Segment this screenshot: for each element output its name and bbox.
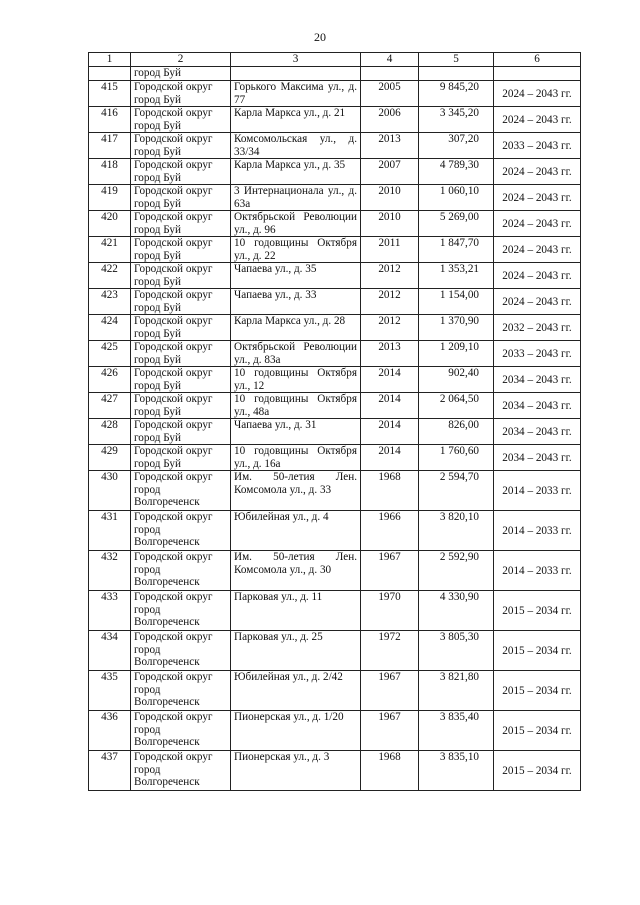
cell-address xyxy=(231,67,361,81)
cell-num: 432 xyxy=(89,551,131,591)
table-row xyxy=(89,511,581,551)
cell-address: 10 годовщины Октября ул., д. 16а xyxy=(231,445,361,471)
cell-num: 429 xyxy=(89,445,131,471)
cell-district: Городской округ город Волгореченск xyxy=(131,591,231,631)
cell-year: 2005 xyxy=(361,81,419,107)
cell-num: 420 xyxy=(89,211,131,237)
cell-period xyxy=(494,211,581,237)
table-row xyxy=(89,211,581,237)
cell-area: 4 330,90 xyxy=(419,591,494,631)
cell-district: Городской округ город Волгореченск xyxy=(131,551,231,591)
cell-area: 9 845,20 xyxy=(419,81,494,107)
registry-table xyxy=(88,52,581,791)
cell-address: Горького Максима ул., д. 77 xyxy=(231,81,361,107)
cell-address: Им. 50-летия Лен. Комсомола ул., д. 30 xyxy=(231,551,361,591)
cell-address: Юбилейная ул., д. 4 xyxy=(231,511,361,551)
cell-district: Городской округ город Буй xyxy=(131,367,231,393)
cell-period-text: 2015 – 2034 гг. xyxy=(502,684,572,697)
cell-district: Городской округ город Буй xyxy=(131,419,231,445)
cell-address: Чапаева ул., д. 33 xyxy=(231,289,361,315)
table-row xyxy=(89,471,581,511)
cell-area: 902,40 xyxy=(419,367,494,393)
cell-area xyxy=(419,67,494,81)
continuation-row xyxy=(89,67,581,81)
cell-period xyxy=(494,107,581,133)
cell-period-text: 2034 – 2043 гг. xyxy=(502,425,572,438)
header-row xyxy=(89,53,581,67)
cell-period xyxy=(494,751,581,791)
table-row xyxy=(89,393,581,419)
cell-address: Пионерская ул., д. 1/20 xyxy=(231,711,361,751)
cell-num: 423 xyxy=(89,289,131,315)
cell-period xyxy=(494,67,581,81)
cell-year: 2014 xyxy=(361,419,419,445)
cell-period-text: 2033 – 2043 гг. xyxy=(502,347,572,360)
cell-period-text: 2034 – 2043 гг. xyxy=(502,451,572,464)
cell-year: 2011 xyxy=(361,237,419,263)
cell-period xyxy=(494,419,581,445)
cell-area: 3 821,80 xyxy=(419,671,494,711)
column-header: 5 xyxy=(419,53,494,67)
cell-period-text: 2024 – 2043 гг. xyxy=(502,295,572,308)
cell-district: Городской округ город Буй xyxy=(131,133,231,159)
cell-district: Городской округ город Буй xyxy=(131,263,231,289)
cell-area: 1 370,90 xyxy=(419,315,494,341)
cell-district: Городской округ город Волгореченск xyxy=(131,631,231,671)
cell-num: 436 xyxy=(89,711,131,751)
cell-num: 435 xyxy=(89,671,131,711)
cell-area: 1 760,60 xyxy=(419,445,494,471)
table-row xyxy=(89,551,581,591)
cell-num: 416 xyxy=(89,107,131,133)
cell-year: 1967 xyxy=(361,711,419,751)
cell-period-text: 2015 – 2034 гг. xyxy=(502,724,572,737)
cell-period-text: 2024 – 2043 гг. xyxy=(502,165,572,178)
cell-area: 1 353,21 xyxy=(419,263,494,289)
cell-address: 10 годовщины Октября ул., 12 xyxy=(231,367,361,393)
cell-period-text: 2024 – 2043 гг. xyxy=(502,269,572,282)
cell-period-text: 2024 – 2043 гг. xyxy=(502,243,572,256)
cell-area: 3 835,10 xyxy=(419,751,494,791)
cell-year: 1966 xyxy=(361,511,419,551)
cell-num: 417 xyxy=(89,133,131,159)
cell-num: 434 xyxy=(89,631,131,671)
cell-year: 2014 xyxy=(361,393,419,419)
cell-address: 10 годовщины Октября ул., д. 22 xyxy=(231,237,361,263)
table-row xyxy=(89,133,581,159)
cell-area: 826,00 xyxy=(419,419,494,445)
cell-num: 418 xyxy=(89,159,131,185)
cell-num xyxy=(89,67,131,81)
cell-num: 437 xyxy=(89,751,131,791)
cell-period xyxy=(494,185,581,211)
cell-period-text: 2024 – 2043 гг. xyxy=(502,217,572,230)
cell-period-text: 2014 – 2033 гг. xyxy=(502,484,572,497)
cell-period-text: 2032 – 2043 гг. xyxy=(502,321,572,334)
cell-address: Комсомольская ул., д. 33/34 xyxy=(231,133,361,159)
cell-district: Городской округ город Волгореченск xyxy=(131,671,231,711)
cell-period-text: 2014 – 2033 гг. xyxy=(502,564,572,577)
cell-year: 1970 xyxy=(361,591,419,631)
cell-district: Городской округ город Волгореченск xyxy=(131,511,231,551)
cell-area: 5 269,00 xyxy=(419,211,494,237)
cell-year: 2013 xyxy=(361,341,419,367)
table-row xyxy=(89,631,581,671)
table-row xyxy=(89,315,581,341)
column-header: 6 xyxy=(494,53,581,67)
table-row xyxy=(89,107,581,133)
cell-area: 1 154,00 xyxy=(419,289,494,315)
cell-year: 2012 xyxy=(361,289,419,315)
cell-period-text: 2034 – 2043 гг. xyxy=(502,373,572,386)
cell-address: Юбилейная ул., д. 2/42 xyxy=(231,671,361,711)
cell-year: 1967 xyxy=(361,551,419,591)
cell-year xyxy=(361,67,419,81)
cell-period-text: 2015 – 2034 гг. xyxy=(502,604,572,617)
cell-period-text: 2015 – 2034 гг. xyxy=(502,644,572,657)
cell-district: Городской округ город Буй xyxy=(131,445,231,471)
cell-district: Городской округ город Буй xyxy=(131,341,231,367)
cell-area: 1 847,70 xyxy=(419,237,494,263)
cell-period xyxy=(494,471,581,511)
cell-period xyxy=(494,341,581,367)
cell-period-text: 2033 – 2043 гг. xyxy=(502,139,572,152)
cell-address: Парковая ул., д. 11 xyxy=(231,591,361,631)
cell-address: 10 годовщины Октября ул., 48а xyxy=(231,393,361,419)
cell-address: 3 Интернационала ул., д. 63а xyxy=(231,185,361,211)
cell-num: 431 xyxy=(89,511,131,551)
cell-address: Парковая ул., д. 25 xyxy=(231,631,361,671)
page-number: 20 xyxy=(314,30,326,44)
cell-period xyxy=(494,591,581,631)
cell-area: 3 820,10 xyxy=(419,511,494,551)
table-row xyxy=(89,711,581,751)
table-row xyxy=(89,445,581,471)
table-row xyxy=(89,671,581,711)
cell-address: Чапаева ул., д. 35 xyxy=(231,263,361,289)
column-header: 4 xyxy=(361,53,419,67)
column-header: 1 xyxy=(89,53,131,67)
cell-area: 4 789,30 xyxy=(419,159,494,185)
cell-year: 1968 xyxy=(361,471,419,511)
cell-address: Карла Маркса ул., д. 21 xyxy=(231,107,361,133)
cell-district: Городской округ город Волгореченск xyxy=(131,711,231,751)
column-header: 2 xyxy=(131,53,231,67)
cell-num: 433 xyxy=(89,591,131,631)
cell-year: 2012 xyxy=(361,315,419,341)
cell-district: Городской округ город Буй xyxy=(131,81,231,107)
table-row xyxy=(89,341,581,367)
cell-year: 1968 xyxy=(361,751,419,791)
cell-district: Городской округ город Буй xyxy=(131,211,231,237)
cell-year: 2012 xyxy=(361,263,419,289)
cell-num: 422 xyxy=(89,263,131,289)
cell-district: Городской округ город Буй xyxy=(131,315,231,341)
cell-num: 426 xyxy=(89,367,131,393)
cell-num: 427 xyxy=(89,393,131,419)
cell-num: 415 xyxy=(89,81,131,107)
table-row xyxy=(89,751,581,791)
cell-num: 419 xyxy=(89,185,131,211)
cell-area: 2 064,50 xyxy=(419,393,494,419)
cell-district: Городской округ город Буй xyxy=(131,159,231,185)
cell-district: Городской округ город Буй xyxy=(131,107,231,133)
cell-area: 3 805,30 xyxy=(419,631,494,671)
column-header: 3 xyxy=(231,53,361,67)
cell-address: Карла Маркса ул., д. 28 xyxy=(231,315,361,341)
cell-area: 2 594,70 xyxy=(419,471,494,511)
cell-district: Городской округ город Буй xyxy=(131,289,231,315)
table-row xyxy=(89,289,581,315)
cell-address: Им. 50-летия Лен. Комсомола ул., д. 33 xyxy=(231,471,361,511)
cell-period xyxy=(494,393,581,419)
cell-period xyxy=(494,81,581,107)
cell-year: 2006 xyxy=(361,107,419,133)
cell-area: 3 835,40 xyxy=(419,711,494,751)
cell-period-text: 2034 – 2043 гг. xyxy=(502,399,572,412)
cell-address: Карла Маркса ул., д. 35 xyxy=(231,159,361,185)
cell-period xyxy=(494,551,581,591)
cell-area: 307,20 xyxy=(419,133,494,159)
cell-address: Октябрьской Революции ул., д. 83а xyxy=(231,341,361,367)
cell-year: 1972 xyxy=(361,631,419,671)
cell-period xyxy=(494,133,581,159)
cell-num: 425 xyxy=(89,341,131,367)
cell-year: 2013 xyxy=(361,133,419,159)
table-row xyxy=(89,237,581,263)
cell-period xyxy=(494,367,581,393)
cell-period-text: 2015 – 2034 гг. xyxy=(502,764,572,777)
table-row xyxy=(89,591,581,631)
cell-year: 2010 xyxy=(361,185,419,211)
cell-district: Городской округ город Волгореченск xyxy=(131,471,231,511)
table-row xyxy=(89,263,581,289)
cell-period xyxy=(494,289,581,315)
cell-num: 424 xyxy=(89,315,131,341)
cell-period xyxy=(494,159,581,185)
cell-address: Пионерская ул., д. 3 xyxy=(231,751,361,791)
cell-num: 421 xyxy=(89,237,131,263)
cell-num: 430 xyxy=(89,471,131,511)
cell-area: 3 345,20 xyxy=(419,107,494,133)
cell-year: 2010 xyxy=(361,211,419,237)
cell-period xyxy=(494,511,581,551)
cell-period xyxy=(494,631,581,671)
cell-district: Городской округ город Буй xyxy=(131,393,231,419)
cell-period-text: 2024 – 2043 гг. xyxy=(502,113,572,126)
cell-year: 1967 xyxy=(361,671,419,711)
cell-period xyxy=(494,315,581,341)
cell-address: Октябрьской Революции ул., д. 96 xyxy=(231,211,361,237)
cell-num: 428 xyxy=(89,419,131,445)
cell-year: 2014 xyxy=(361,367,419,393)
cell-period xyxy=(494,263,581,289)
table-row xyxy=(89,367,581,393)
cell-area: 1 209,10 xyxy=(419,341,494,367)
cell-district: город Буй xyxy=(131,67,231,81)
cell-district: Городской округ город Буй xyxy=(131,237,231,263)
cell-period xyxy=(494,711,581,751)
table-row xyxy=(89,159,581,185)
cell-period xyxy=(494,671,581,711)
cell-district: Городской округ город Буй xyxy=(131,185,231,211)
cell-area: 1 060,10 xyxy=(419,185,494,211)
table-row xyxy=(89,81,581,107)
cell-period-text: 2024 – 2043 гг. xyxy=(502,191,572,204)
cell-period xyxy=(494,237,581,263)
cell-address: Чапаева ул., д. 31 xyxy=(231,419,361,445)
cell-district: Городской округ город Волгореченск xyxy=(131,751,231,791)
cell-period xyxy=(494,445,581,471)
cell-area: 2 592,90 xyxy=(419,551,494,591)
table-row xyxy=(89,185,581,211)
cell-year: 2007 xyxy=(361,159,419,185)
cell-period-text: 2024 – 2043 гг. xyxy=(502,87,572,100)
cell-year: 2014 xyxy=(361,445,419,471)
cell-period-text: 2014 – 2033 гг. xyxy=(502,524,572,537)
table-row xyxy=(89,419,581,445)
